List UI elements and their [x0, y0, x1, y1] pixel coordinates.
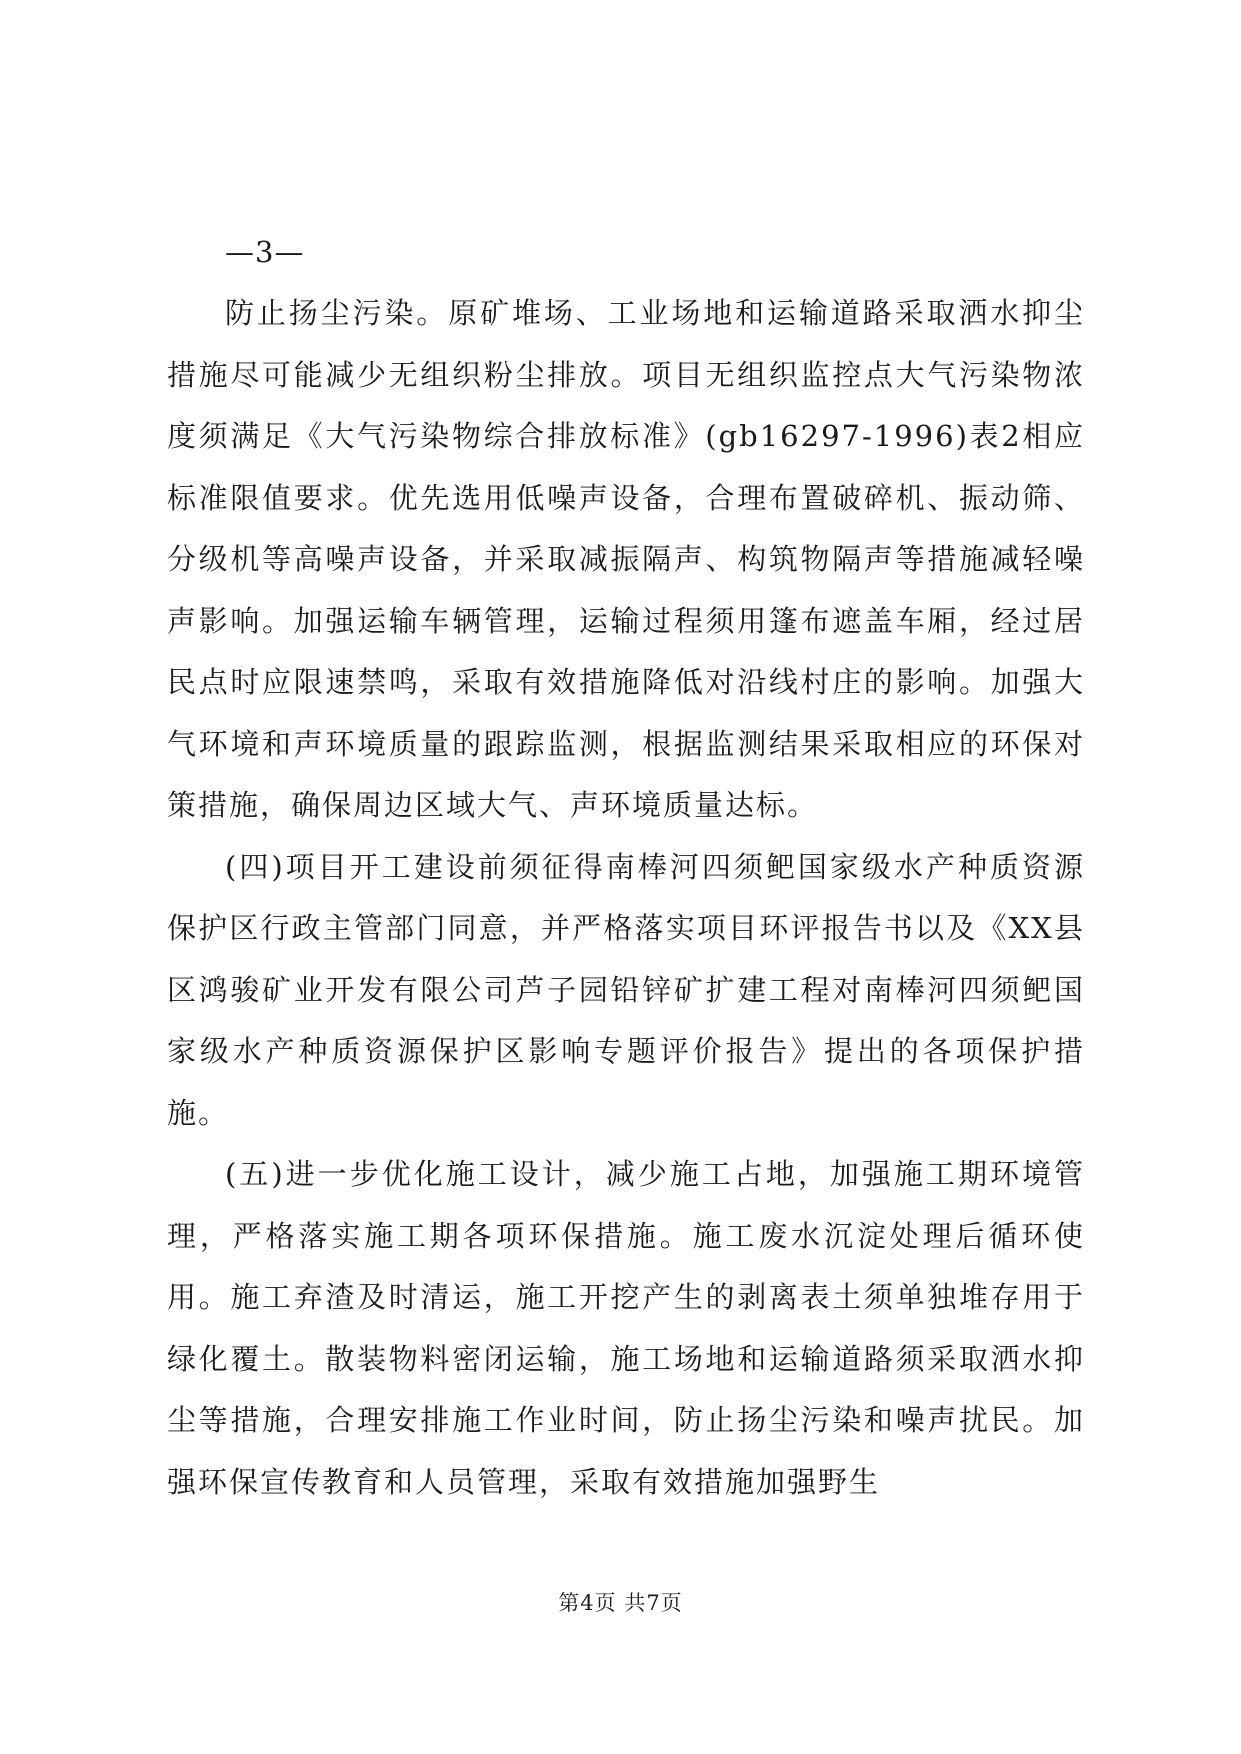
- inner-page-number: —3—: [225, 235, 305, 269]
- paragraph-dust-noise-control: 防止扬尘污染。原矿堆场、工业场地和运输道路采取洒水抑尘措施尽可能减少无组织粉尘排放。项目无组织监控点大气污染物浓度须满足《大气污染物综合排放标准》(gb16297-1996)表2相应标准限值要求。优先选用低噪声设备，合理布置破碎机、振动筛、分级机等高噪声设备，并采取减振隔声、构筑物隔声等措施减轻噪声影响。加强运输车辆管理，运输过程须用篷布遮盖车厢，经过居民点时应限速禁鸣，采取有效措施降低对沿线村庄的影响。加强大气环境和声环境质量的跟踪监测，根据监测结果采取相应的环保对策措施，确保周边区域大气、声环境质量达标。: [167, 296, 1085, 822]
- paragraph-item-5-construction-management: (五)进一步优化施工设计，减少施工占地，加强施工期环境管理，严格落实施工期各项环保措施。施工废水沉淀处理后循环使用。施工弃渣及时清运，施工开挖产生的剥离表土须单独堆存用于绿化覆土。散装物料密闭运输，施工场地和运输道路须采取洒水抑尘等措施，合理安排施工作业时间，防止扬尘污染和噪声扰民。加强环保宣传教育和人员管理，采取有效措施加强野生: [167, 1157, 1085, 1499]
- document-body: [167, 222, 1085, 1513]
- paragraph-item-4-fishery-reserve: (四)项目开工建设前须征得南棒河四须鲃国家级水产种质资源保护区行政主管部门同意，并严格落实项目环评报告书以及《XX县区鸿骏矿业开发有限公司芦子园铅锌矿扩建工程对南棒河四须鲃国家级水产种质资源保护区影响专题评价报告》提出的各项保护措施。: [167, 849, 1085, 1130]
- page-footer: 第4页 共7页: [558, 1591, 683, 1615]
